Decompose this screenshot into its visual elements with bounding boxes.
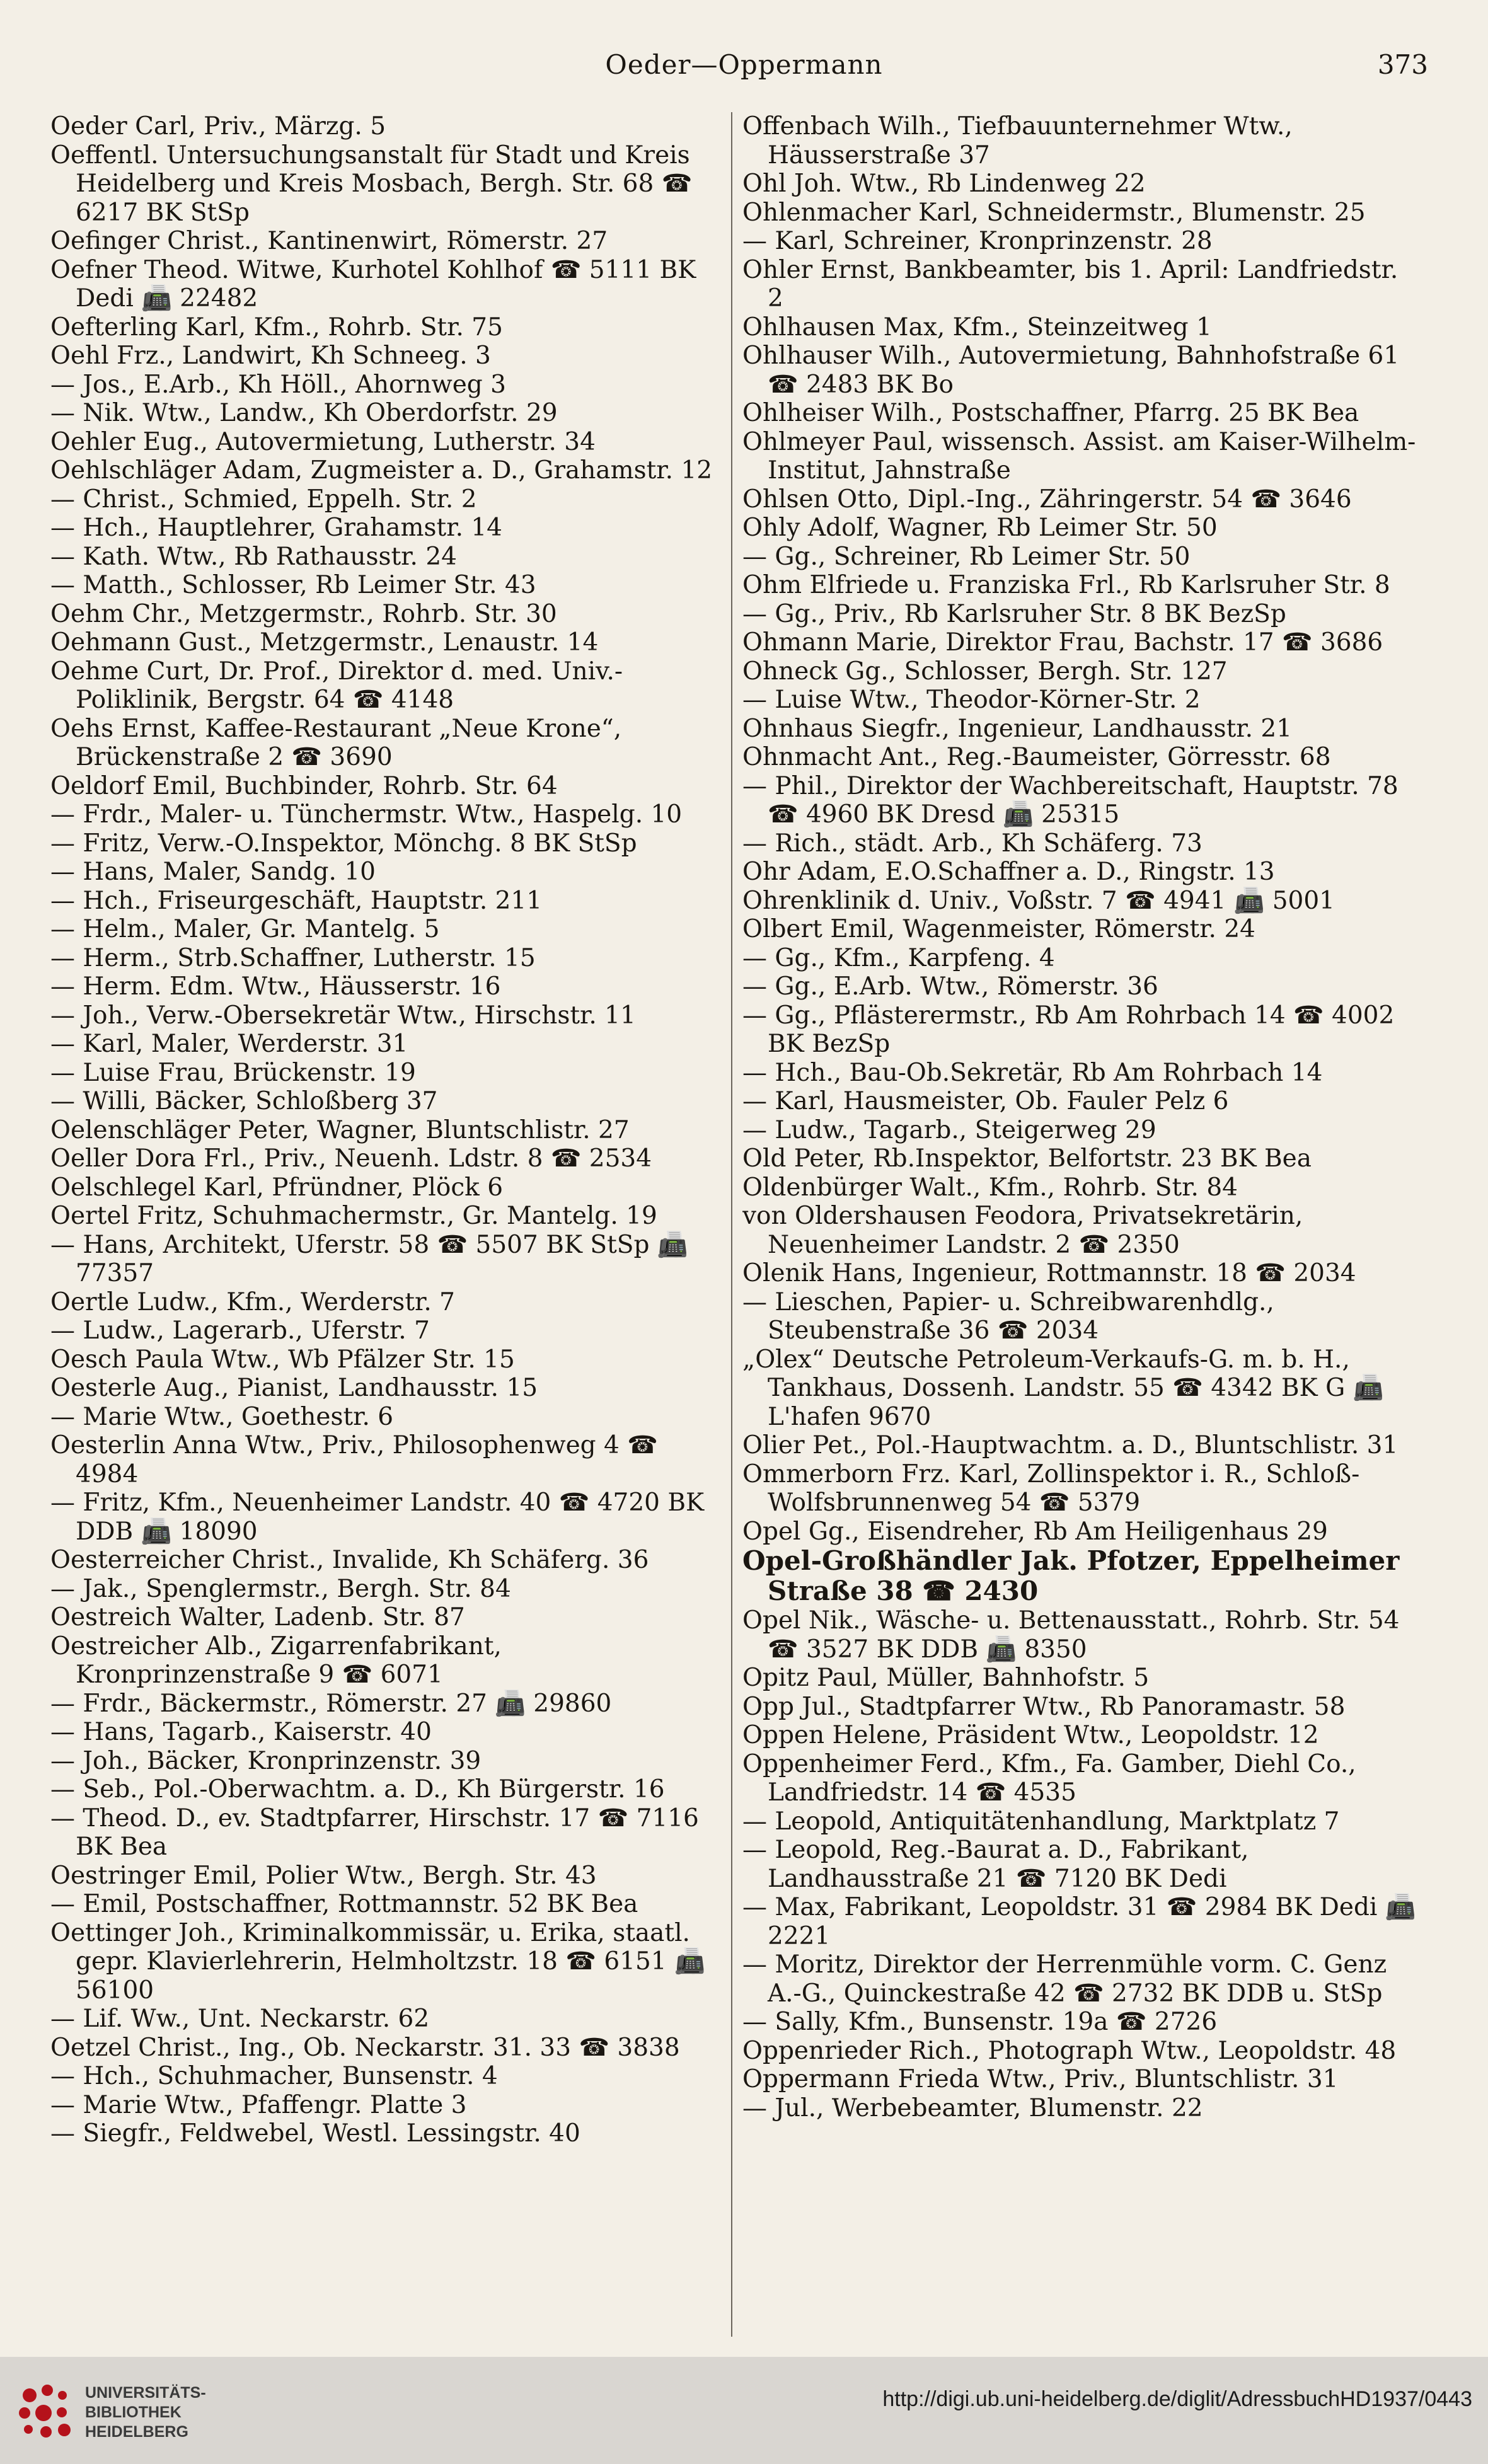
directory-entry: — Hans, Tagarb., Kaiserstr. 40 [50, 1718, 432, 1746]
directory-entry: Oppen Helene, Präsident Wtw., Leopoldstr. 12 [742, 1721, 1319, 1749]
directory-entry: — Ludw., Lagerarb., Uferstr. 7 [50, 1316, 430, 1345]
directory-entry: Opitz Paul, Müller, Bahnhofstr. 5 [742, 1664, 1150, 1692]
directory-entry: Oehl Frz., Landwirt, Kh Schneeg. 3 [50, 342, 491, 370]
directory-entry: Oehler Eug., Autovermietung, Lutherstr. 34 [50, 427, 596, 456]
directory-entry: — Leopold, Antiquitätenhandlung, Marktplatz 7 [742, 1807, 1340, 1836]
footer-bar [0, 2357, 1488, 2464]
directory-entry: — Gg., Pflästerermstr., Rb Am Rohrbach 14 ☎ 4002 BK BezSp [742, 1001, 1395, 1058]
directory-entry: Oefinger Christ., Kantinenwirt, Römerstr. 27 [50, 227, 608, 255]
directory-entry: Ommerborn Frz. Karl, Zollinspektor i. R., Schloß-Wolfsbrunnenweg 54 ☎ 5379 [742, 1459, 1360, 1517]
directory-entry: Olenik Hans, Ingenieur, Rottmannstr. 18 ☎ 2034 [742, 1259, 1356, 1287]
library-logo [18, 2383, 78, 2443]
directory-entry: — Fritz, Verw.-O.Inspektor, Mönchg. 8 BK StSp [50, 829, 637, 858]
directory-entry: Ohr Adam, E.O.Schaffner a. D., Ringstr. 13 [742, 858, 1275, 886]
directory-entry: — Phil., Direktor der Wachbereitschaft, Hauptstr. 78 ☎ 4960 BK Dresd 📠 25315 [742, 771, 1399, 829]
directory-entry: — Hch., Schuhmacher, Bunsenstr. 4 [50, 2062, 498, 2090]
page-header [0, 49, 1488, 93]
directory-entry: — Gg., Priv., Rb Karlsruher Str. 8 BK BezSp [742, 599, 1286, 628]
directory-entry: — Helm., Maler, Gr. Mantelg. 5 [50, 915, 440, 943]
directory-entry: — Hch., Hauptlehrer, Grahamstr. 14 [50, 514, 502, 542]
directory-entry: Ohlmeyer Paul, wissensch. Assist. am Kaiser-Wilhelm-Institut, Jahnstraße [742, 427, 1416, 485]
directory-entry: Ohler Ernst, Bankbeamter, bis 1. April: Landfriedstr. 2 [742, 255, 1399, 313]
directory-entry: — Nik. Wtw., Landw., Kh Oberdorfstr. 29 [50, 399, 558, 427]
directory-entry: Ohlheiser Wilh., Postschaffner, Pfarrg. 25 BK Bea [742, 399, 1359, 427]
directory-entry: Oesterlin Anna Wtw., Priv., Philosophenweg 4 ☎ 4984 [50, 1431, 658, 1488]
directory-entry: Ohlsen Otto, Dipl.-Ing., Zähringerstr. 54 ☎ 3646 [742, 485, 1352, 514]
source-url[interactable]: http://digi.ub.uni-heidelberg.de/diglit/AdressbuchHD1937/0443 [882, 2387, 1472, 2411]
right-column [742, 112, 1420, 2343]
directory-entry: — Hch., Friseurgeschäft, Hauptstr. 211 [50, 886, 543, 915]
directory-entry: — Siegfr., Feldwebel, Westl. Lessingstr. 40 [50, 2119, 580, 2148]
directory-entry: — Willi, Bäcker, Schloßberg 37 [50, 1087, 438, 1115]
left-column [50, 112, 728, 2343]
directory-entry: Oesch Paula Wtw., Wb Pfälzer Str. 15 [50, 1345, 515, 1374]
library-name: UNIVERSITÄTS- BIBLIOTHEK HEIDELBERG [85, 2384, 206, 2441]
directory-entry: — Luise Wtw., Theodor-Körner-Str. 2 [742, 686, 1201, 714]
directory-entry: Oehmann Gust., Metzgermstr., Lenaustr. 14 [50, 628, 599, 657]
directory-entry: von Oldershausen Feodora, Privatsekretärin, Neuenheimer Landstr. 2 ☎ 2350 [742, 1202, 1303, 1259]
directory-entry: — Ludw., Tagarb., Steigerweg 29 [742, 1115, 1156, 1144]
directory-entry: „Olex“ Deutsche Petroleum-Verkaufs-G. m. b. H., Tankhaus, Dossenh. Landstr. 55 ☎ 4342 BK G 📠 L'hafen 9670 [742, 1345, 1384, 1431]
directory-entry: Oestreich Walter, Ladenb. Str. 87 [50, 1603, 465, 1632]
directory-entry: Oppenrieder Rich., Photograph Wtw., Leopoldstr. 48 [742, 2036, 1397, 2065]
directory-entry: Oeldorf Emil, Buchbinder, Rohrb. Str. 64 [50, 771, 558, 800]
directory-entry: — Kath. Wtw., Rb Rathausstr. 24 [50, 542, 457, 571]
directory-entry: — Luise Frau, Brückenstr. 19 [50, 1058, 416, 1087]
directory-entry: Oehme Curt, Dr. Prof., Direktor d. med. Univ.-Poliklinik, Bergstr. 64 ☎ 4148 [50, 657, 623, 714]
directory-entry: — Joh., Verw.-Obersekretär Wtw., Hirschstr. 11 [50, 1001, 636, 1030]
directory-entry: Oppermann Frieda Wtw., Priv., Bluntschlistr. 31 [742, 2065, 1339, 2093]
directory-entry: Oesterle Aug., Pianist, Landhausstr. 15 [50, 1374, 538, 1402]
directory-entry: — Karl, Maler, Werderstr. 31 [50, 1030, 408, 1058]
directory-entry: Olier Pet., Pol.-Hauptwachtm. a. D., Bluntschlistr. 31 [742, 1431, 1399, 1459]
directory-entry: Oeller Dora Frl., Priv., Neuenh. Ldstr. 8 ☎ 2534 [50, 1144, 652, 1173]
directory-entry: Opel-Großhändler Jak. Pfotzer, Eppelheimer Straße 38 ☎ 2430 [742, 1545, 1400, 1606]
directory-entry: — Hch., Bau-Ob.Sekretär, Rb Am Rohrbach 14 [742, 1058, 1323, 1087]
directory-entry: — Lif. Ww., Unt. Neckarstr. 62 [50, 2005, 430, 2033]
directory-entry: — Theod. D., ev. Stadtpfarrer, Hirschstr. 17 ☎ 7116 BK Bea [50, 1804, 699, 1861]
directory-entry: Oehlschläger Adam, Zugmeister a. D., Grahamstr. 12 [50, 456, 713, 485]
directory-entry: — Marie Wtw., Goethestr. 6 [50, 1402, 394, 1431]
directory-entry: — Hans, Architekt, Uferstr. 58 ☎ 5507 BK StSp 📠 77357 [50, 1230, 688, 1287]
directory-entry: — Jak., Spenglermstr., Bergh. Str. 84 [50, 1574, 511, 1603]
directory-entry: — Frdr., Maler- u. Tünchermstr. Wtw., Haspelg. 10 [50, 800, 683, 829]
directory-entry: — Jul., Werbebeamter, Blumenstr. 22 [742, 2093, 1203, 2122]
directory-entry: Ohly Adolf, Wagner, Rb Leimer Str. 50 [742, 514, 1218, 542]
directory-entry: Oefterling Karl, Kfm., Rohrb. Str. 75 [50, 313, 503, 342]
directory-entry: Ohlhausen Max, Kfm., Steinzeitweg 1 [742, 313, 1212, 342]
directory-entry: Opel Nik., Wäsche- u. Bettenausstatt., Rohrb. Str. 54 ☎ 3527 BK DDB 📠 8350 [742, 1606, 1400, 1664]
directory-entry: — Seb., Pol.-Oberwachtm. a. D., Kh Bürgerstr. 16 [50, 1775, 665, 1804]
directory-entry: — Max, Fabrikant, Leopoldstr. 31 ☎ 2984 BK Dedi 📠 2221 [742, 1893, 1416, 1950]
directory-entry: — Herm. Edm. Wtw., Häusserstr. 16 [50, 972, 501, 1001]
directory-entry: Old Peter, Rb.Inspektor, Belfortstr. 23 BK Bea [742, 1144, 1312, 1173]
directory-entry: — Hans, Maler, Sandg. 10 [50, 858, 376, 886]
directory-entry: — Gg., Schreiner, Rb Leimer Str. 50 [742, 542, 1191, 571]
directory-entry: Oesterreicher Christ., Invalide, Kh Schäferg. 36 [50, 1546, 649, 1574]
directory-entry: Oehs Ernst, Kaffee-Restaurant „Neue Krone“, Brückenstraße 2 ☎ 3690 [50, 714, 622, 771]
directory-entry: — Emil, Postschaffner, Rottmannstr. 52 BK Bea [50, 1890, 638, 1918]
directory-entry: — Moritz, Direktor der Herrenmühle vorm. C. Genz A.-G., Quinckestraße 42 ☎ 2732 BK DDB u. StSp [742, 1950, 1387, 2008]
directory-entry: Oefner Theod. Witwe, Kurhotel Kohlhof ☎ 5111 BK Dedi 📠 22482 [50, 255, 696, 313]
directory-entry: Ohlhauser Wilh., Autovermietung, Bahnhofstraße 61 ☎ 2483 BK Bo [742, 342, 1400, 399]
directory-entry: — Gg., E.Arb. Wtw., Römerstr. 36 [742, 972, 1158, 1001]
directory-entry: Ohrenklinik d. Univ., Voßstr. 7 ☎ 4941 📠 5001 [742, 886, 1335, 915]
column-divider [731, 112, 732, 2337]
directory-entry: — Sally, Kfm., Bunsenstr. 19a ☎ 2726 [742, 2008, 1218, 2036]
directory-entry: — Lieschen, Papier- u. Schreibwarenhdlg., Steubenstraße 36 ☎ 2034 [742, 1287, 1274, 1345]
directory-entry: Ohlenmacher Karl, Schneidermstr., Blumenstr. 25 [742, 198, 1366, 227]
directory-entry: — Karl, Schreiner, Kronprinzenstr. 28 [742, 227, 1213, 255]
directory-entry: Oetzel Christ., Ing., Ob. Neckarstr. 31. 33 ☎ 3838 [50, 2033, 680, 2062]
directory-entry: Oeder Carl, Priv., Märzg. 5 [50, 112, 386, 141]
directory-entry: — Rich., städt. Arb., Kh Schäferg. 73 [742, 829, 1203, 858]
directory-entry: Oppenheimer Ferd., Kfm., Fa. Gamber, Diehl Co., Landfriedstr. 14 ☎ 4535 [742, 1749, 1356, 1807]
directory-entry: Ohnhaus Siegfr., Ingenieur, Landhausstr. 21 [742, 714, 1293, 743]
directory-entry: Ohm Elfriede u. Franziska Frl., Rb Karlsruher Str. 8 [742, 571, 1390, 599]
directory-entry: Olbert Emil, Wagenmeister, Römerstr. 24 [742, 915, 1255, 943]
directory-entry: Oestreicher Alb., Zigarrenfabrikant, Kronprinzenstraße 9 ☎ 6071 [50, 1632, 502, 1689]
directory-entry: Oertle Ludw., Kfm., Werderstr. 7 [50, 1287, 455, 1316]
directory-entry: — Christ., Schmied, Eppelh. Str. 2 [50, 485, 477, 514]
directory-entry: — Karl, Hausmeister, Ob. Fauler Pelz 6 [742, 1087, 1229, 1115]
directory-entry: Opel Gg., Eisendreher, Rb Am Heiligenhaus 29 [742, 1517, 1328, 1546]
directory-entry: Oelenschläger Peter, Wagner, Bluntschlistr. 27 [50, 1115, 630, 1144]
directory-entry: Oertel Fritz, Schuhmachermstr., Gr. Mantelg. 19 [50, 1202, 657, 1230]
directory-entry: Opp Jul., Stadtpfarrer Wtw., Rb Panoramastr. 58 [742, 1692, 1346, 1721]
directory-entry: Oestringer Emil, Polier Wtw., Bergh. Str. 43 [50, 1861, 597, 1890]
directory-entry: — Gg., Kfm., Karpfeng. 4 [742, 943, 1055, 972]
directory-entry: — Leopold, Reg.-Baurat a. D., Fabrikant, Landhausstraße 21 ☎ 7120 BK Dedi [742, 1836, 1249, 1893]
directory-entry: Ohneck Gg., Schlosser, Bergh. Str. 127 [742, 657, 1228, 686]
directory-entry: — Marie Wtw., Pfaffengr. Platte 3 [50, 2090, 467, 2119]
directory-entry: — Herm., Strb.Schaffner, Lutherstr. 15 [50, 943, 536, 972]
directory-entry: Offenbach Wilh., Tiefbauunternehmer Wtw., Häusserstraße 37 [742, 112, 1293, 170]
directory-entry: — Jos., E.Arb., Kh Höll., Ahornweg 3 [50, 370, 506, 399]
directory-entry: — Frdr., Bäckermstr., Römerstr. 27 📠 29860 [50, 1689, 612, 1718]
directory-entry: Oettinger Joh., Kriminalkommissär, u. Erika, staatl. gepr. Klavierlehrerin, Helmholtzstr. 18 ☎ 6151 📠 56100 [50, 1918, 705, 2005]
page-number: 373 [1377, 49, 1428, 80]
directory-entry: Oeffentl. Untersuchungsanstalt für Stadt und Kreis Heidelberg und Kreis Mosbach, Bergh. Str. 68 ☎ 6217 BK StSp [50, 141, 693, 227]
directory-entry: Ohnmacht Ant., Reg.-Baumeister, Görresstr. 68 [742, 743, 1331, 771]
directory-entry: — Fritz, Kfm., Neuenheimer Landstr. 40 ☎ 4720 BK DDB 📠 18090 [50, 1488, 705, 1546]
page-title: Oeder—Oppermann [605, 49, 883, 80]
directory-entry: Oelschlegel Karl, Pfründner, Plöck 6 [50, 1173, 504, 1202]
directory-entry: — Matth., Schlosser, Rb Leimer Str. 43 [50, 571, 536, 599]
directory-entry: — Joh., Bäcker, Kronprinzenstr. 39 [50, 1746, 482, 1775]
directory-entry: Oldenbürger Walt., Kfm., Rohrb. Str. 84 [742, 1173, 1238, 1202]
directory-entry: Oehm Chr., Metzgermstr., Rohrb. Str. 30 [50, 599, 557, 628]
directory-entry: Ohmann Marie, Direktor Frau, Bachstr. 17 ☎ 3686 [742, 628, 1383, 657]
directory-entry: Ohl Joh. Wtw., Rb Lindenweg 22 [742, 170, 1146, 198]
